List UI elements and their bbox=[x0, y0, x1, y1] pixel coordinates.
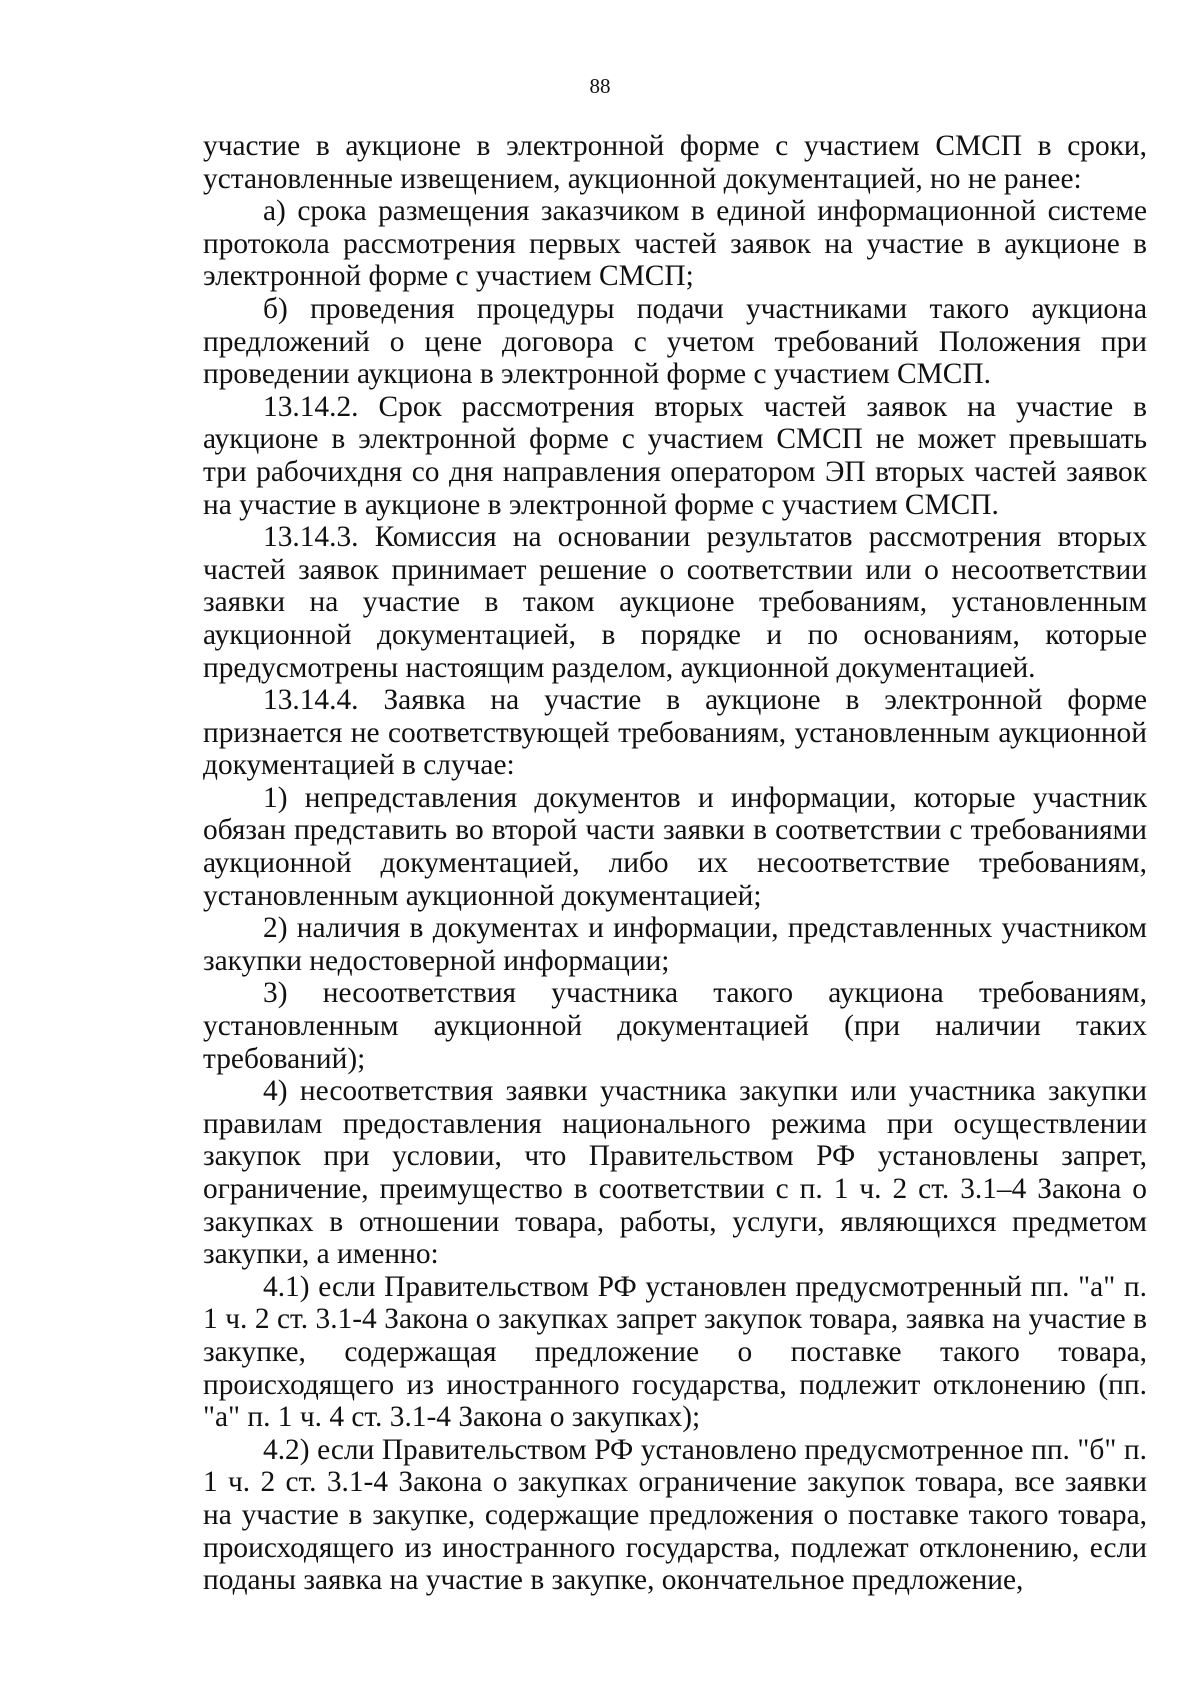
page-number: 88 bbox=[589, 74, 611, 98]
paragraph-13-14-4: 13.14.4. Заявка на участие в аукционе в электронной форме признается не соответствующей требованиям, установленным аукционной документацией в случае: bbox=[203, 684, 1147, 782]
paragraph-item-b: б) проведения процедуры подачи участниками такого аукциона предложений о цене договора с учетом требований Положения при проведении аукциона в электронной форме с участием СМСП. bbox=[203, 292, 1147, 391]
paragraph-item-4-2: 4.2) если Правительством РФ установлено предусмотренное пп. "б" п. 1 ч. 2 ст. 3.1-4 Закона о закупках ограничение закупок товара, все заявки на участие в закупке, содержащие предложения о поставке такого товара, происходящего из иностранного государства, подлежат отклонению, если поданы заявка на участие в закупке, окончательное предложение, bbox=[203, 1433, 1147, 1597]
paragraph-13-14-2: 13.14.2. Срок рассмотрения вторых частей заявок на участие в аукционе в электронной форме с участием СМСП не может превышать три рабочихдня со дня направления оператором ЭП вторых частей заявок на участие в аукционе в электронной форме с участием СМСП. bbox=[203, 390, 1147, 521]
paragraph-item-3: 3) несоответствия участника такого аукциона требованиям, установленным аукционной документацией (при наличии таких требований); bbox=[203, 977, 1147, 1075]
paragraph-item-a: а) срока размещения заказчиком в единой информационной системе протокола рассмотрения первых частей заявок на участие в аукционе в электронной форме с участием СМСП; bbox=[203, 195, 1147, 293]
document-body bbox=[203, 130, 1147, 1597]
paragraph-item-4-1: 4.1) если Правительством РФ установлен предусмотренный пп. "а" п. 1 ч. 2 ст. 3.1-4 Закона о закупках запрет закупок товара, заявка на участие в закупке, содержащая предложение о поставке такого товара, происходящего из иностранного государства, подлежит отклонению (пп. "а" п. 1 ч. 4 ст. 3.1-4 Закона о закупках); bbox=[203, 1270, 1147, 1434]
paragraph-item-2: 2) наличия в документах и информации, представленных участником закупки недостоверной информации; bbox=[203, 912, 1147, 977]
paragraph-item-1: 1) непредставления документов и информации, которые участник обязан представить во второй части заявки в соответствии с требованиями аукционной документацией, либо их несоответствие требованиям, установленным аукционной документацией; bbox=[203, 781, 1147, 912]
paragraph-item-4: 4) несоответствия заявки участника закупки или участника закупки правилам предоставления национального режима при осуществлении закупок при условии, что Правительством РФ установлены запрет, ограничение, преимущество в соответствии с п. 1 ч. 2 ст. 3.1–4 Закона о закупках в отношении товара, работы, услуги, являющихся предметом закупки, а именно: bbox=[203, 1075, 1147, 1271]
paragraph-continuation: участие в аукционе в электронной форме с участием СМСП в сроки, установленные извещением, аукционной документацией, но не ранее: bbox=[203, 130, 1147, 195]
paragraph-13-14-3: 13.14.3. Комиссия на основании результатов рассмотрения вторых частей заявок принимает решение о соответствии или о несоответствии заявки на участие в таком аукционе требованиям, установленным аукционной документацией, в порядке и по основаниям, которые предусмотрены настоящим разделом, аукционной документацией. bbox=[203, 521, 1147, 684]
